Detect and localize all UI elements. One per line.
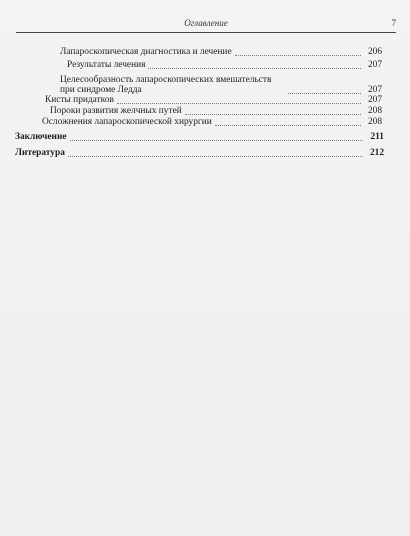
toc-entry-title: Заключение xyxy=(15,132,67,143)
dot-leader xyxy=(235,55,361,56)
toc-entry-page: 207 xyxy=(367,95,382,106)
page-number: 7 xyxy=(391,18,396,28)
toc-entry-title: Литература xyxy=(15,148,65,159)
toc-entry-conclusion xyxy=(15,131,384,143)
toc-entry-page: 212 xyxy=(369,148,384,159)
toc-entry-page: 211 xyxy=(370,132,384,143)
toc-entry-page: 207 xyxy=(367,60,382,71)
toc-entry-title: Осложнения лапароскопической хирургии xyxy=(42,117,212,128)
dot-leader xyxy=(148,68,361,69)
toc-entry-title: Целесообразность лапароскопических вмешательств при синдроме Ледда xyxy=(60,75,272,96)
dot-leader xyxy=(215,125,361,126)
toc-entry-page: 207 xyxy=(367,85,382,96)
dot-leader xyxy=(68,156,363,157)
dot-leader xyxy=(117,103,361,104)
toc-entry-title: Результаты лечения xyxy=(67,60,146,71)
dot-leader xyxy=(185,114,361,115)
toc-entry-treatment-results xyxy=(67,59,382,71)
toc-entry-title: Кисты придатков xyxy=(45,95,114,106)
toc-entry-page: 208 xyxy=(367,117,382,128)
dot-leader xyxy=(70,140,363,141)
toc-entry-title: Лапароскопическая диагностика и лечение xyxy=(60,47,232,58)
toc-entry-literature xyxy=(15,147,384,159)
toc-entry-title: Пороки развития желчных путей xyxy=(50,106,182,117)
running-title: Оглавление xyxy=(184,18,228,28)
toc-entry-complications xyxy=(42,116,382,128)
toc-entry-page: 206 xyxy=(367,47,382,58)
toc-entry-ladd-syndrome xyxy=(60,74,382,96)
toc-entry-laparoscopic-diagnosis xyxy=(60,46,382,58)
toc-entry-page: 208 xyxy=(367,106,382,117)
